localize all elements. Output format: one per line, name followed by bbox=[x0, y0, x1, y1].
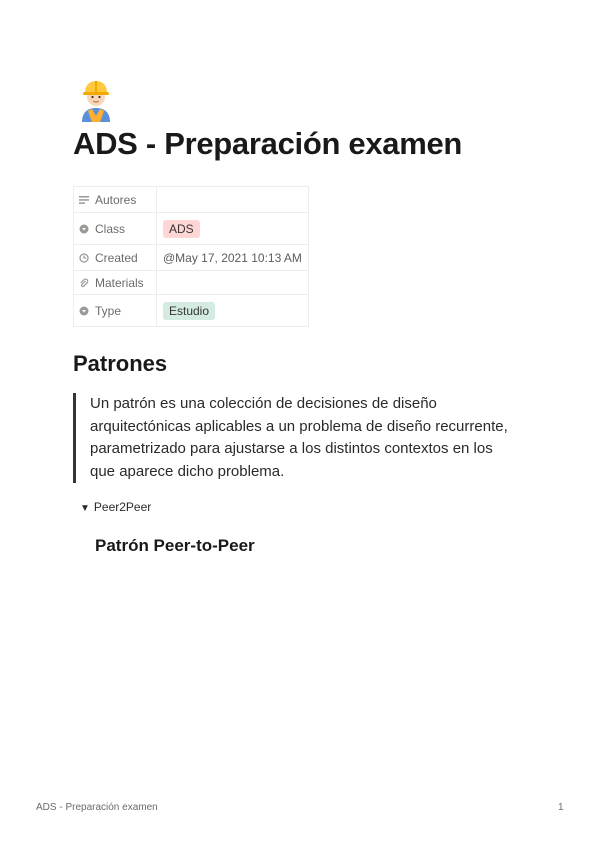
toggle-peer2peer[interactable] bbox=[80, 500, 151, 514]
clock-icon bbox=[79, 252, 89, 262]
property-label: Created bbox=[95, 250, 138, 265]
type-tag[interactable]: Estudio bbox=[163, 302, 215, 320]
properties-table bbox=[73, 186, 309, 327]
toggle-label: Peer2Peer bbox=[93, 500, 152, 514]
text-lines-icon bbox=[79, 194, 89, 204]
property-row-class bbox=[74, 213, 309, 245]
page-number: 1 bbox=[558, 802, 564, 813]
property-value-created: @May 17, 2021 10:13 AM bbox=[157, 245, 309, 271]
triangle-down-icon[interactable]: ▼ bbox=[80, 503, 90, 514]
property-row-materials bbox=[74, 271, 309, 295]
property-value-autores[interactable] bbox=[157, 187, 309, 213]
select-icon bbox=[79, 223, 89, 233]
property-value-type[interactable] bbox=[157, 295, 309, 327]
paperclip-icon bbox=[79, 277, 89, 287]
property-label: Type bbox=[95, 303, 122, 318]
page-title: ADS - Preparación examen bbox=[73, 126, 463, 161]
property-label: Materials bbox=[95, 275, 144, 290]
subheading: Patrón Peer-to-Peer bbox=[95, 536, 255, 555]
footer-title: ADS - Preparación examen bbox=[36, 802, 158, 813]
property-key-autores[interactable] bbox=[74, 187, 157, 213]
property-row-autores bbox=[74, 187, 309, 213]
property-key-created[interactable] bbox=[74, 245, 157, 271]
property-row-created bbox=[74, 245, 309, 271]
property-value-class[interactable] bbox=[157, 213, 309, 245]
property-value-materials[interactable] bbox=[157, 271, 309, 295]
property-key-type[interactable] bbox=[74, 295, 157, 327]
construction-worker-icon bbox=[76, 78, 116, 122]
property-label: Class bbox=[95, 221, 126, 236]
quote-block: Un patrón es una colección de decisiones de diseño arquitectónicas aplicables a un problema de diseño recurrente, parametrizado para ajustarse a los distintos contextos en los que aparece dicho problema. bbox=[73, 393, 513, 483]
select-icon bbox=[79, 305, 89, 315]
property-key-materials[interactable] bbox=[74, 271, 157, 295]
property-key-class[interactable] bbox=[74, 213, 157, 245]
class-tag[interactable]: ADS bbox=[163, 220, 200, 238]
section-heading: Patrones bbox=[73, 351, 168, 376]
property-row-type bbox=[74, 295, 309, 327]
property-label: Autores bbox=[95, 192, 137, 207]
